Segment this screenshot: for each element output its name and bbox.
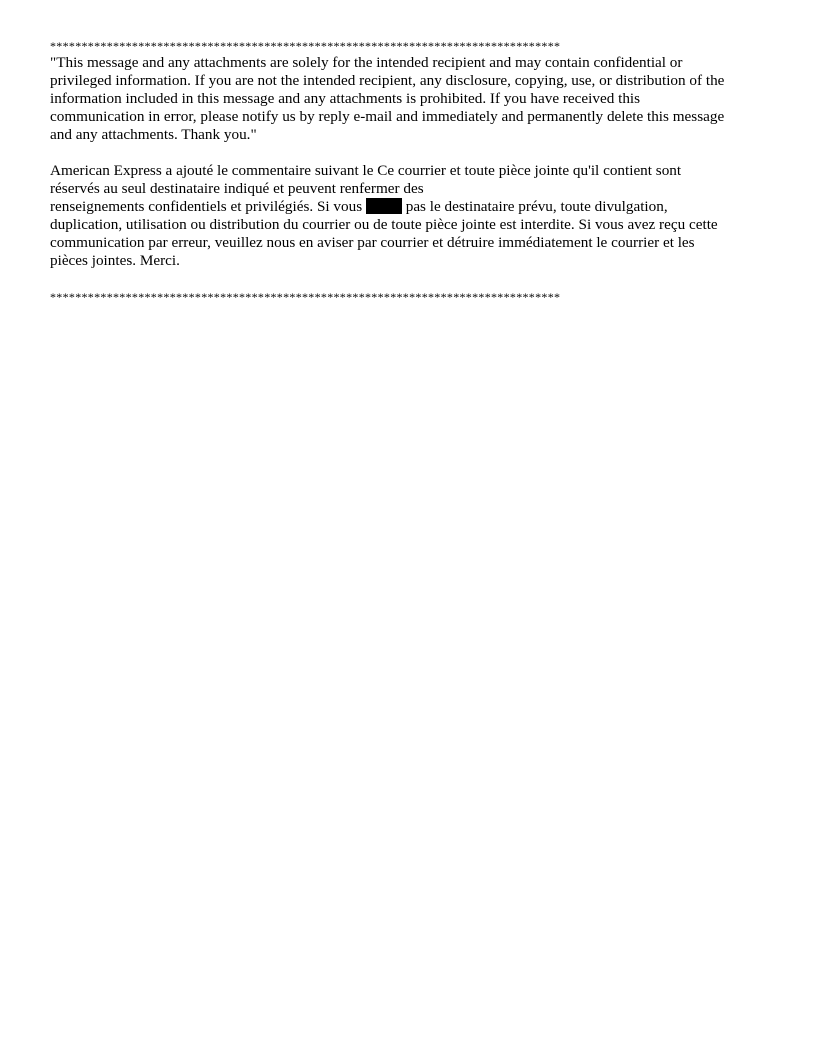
paragraph-spacer bbox=[50, 144, 766, 162]
redaction-box bbox=[366, 198, 402, 214]
french-notice-line: réservés au seul destinataire indiqué et peuvent renfermer des bbox=[50, 180, 424, 197]
english-notice-line: and any attachments. Thank you." bbox=[50, 126, 257, 143]
french-notice-line: communication par erreur, veuillez nous en aviser par courrier et détruire immédiatement le courrier et les bbox=[50, 234, 695, 251]
english-notice-line: "This message and any attachments are solely for the intended recipient and may contain confidential or bbox=[50, 54, 683, 71]
french-text-before-redaction: renseignements confidentiels et privilégiés. Si vous bbox=[50, 198, 366, 215]
french-text-after-redaction: pas le destinataire prévu, toute divulgation, bbox=[401, 198, 668, 215]
english-notice-line: communication in error, please notify us by reply e-mail and immediately and permanently delete this message bbox=[50, 108, 725, 125]
english-notice bbox=[50, 54, 766, 144]
paragraph-spacer bbox=[50, 270, 766, 288]
french-notice-line-redacted bbox=[50, 198, 766, 216]
separator-bottom: ********************************************************************************* bbox=[50, 290, 561, 304]
french-notice-line: American Express a ajouté le commentaire suivant le Ce courrier et toute pièce jointe qu'il contient sont bbox=[50, 162, 682, 179]
separator-top: ********************************************************************************* bbox=[50, 39, 561, 53]
french-notice bbox=[50, 162, 766, 270]
email-disclaimer bbox=[50, 37, 766, 306]
french-notice-line: duplication, utilisation ou distribution du courrier ou de toute pièce jointe est interdite. Si vous avez reçu cette bbox=[50, 216, 718, 233]
english-notice-line: information included in this message and any attachments is prohibited. If you have received this bbox=[50, 90, 641, 107]
french-notice-line: pièces jointes. Merci. bbox=[50, 252, 180, 269]
english-notice-line: privileged information. If you are not the intended recipient, any disclosure, copying, use, or distribution of the bbox=[50, 72, 725, 89]
